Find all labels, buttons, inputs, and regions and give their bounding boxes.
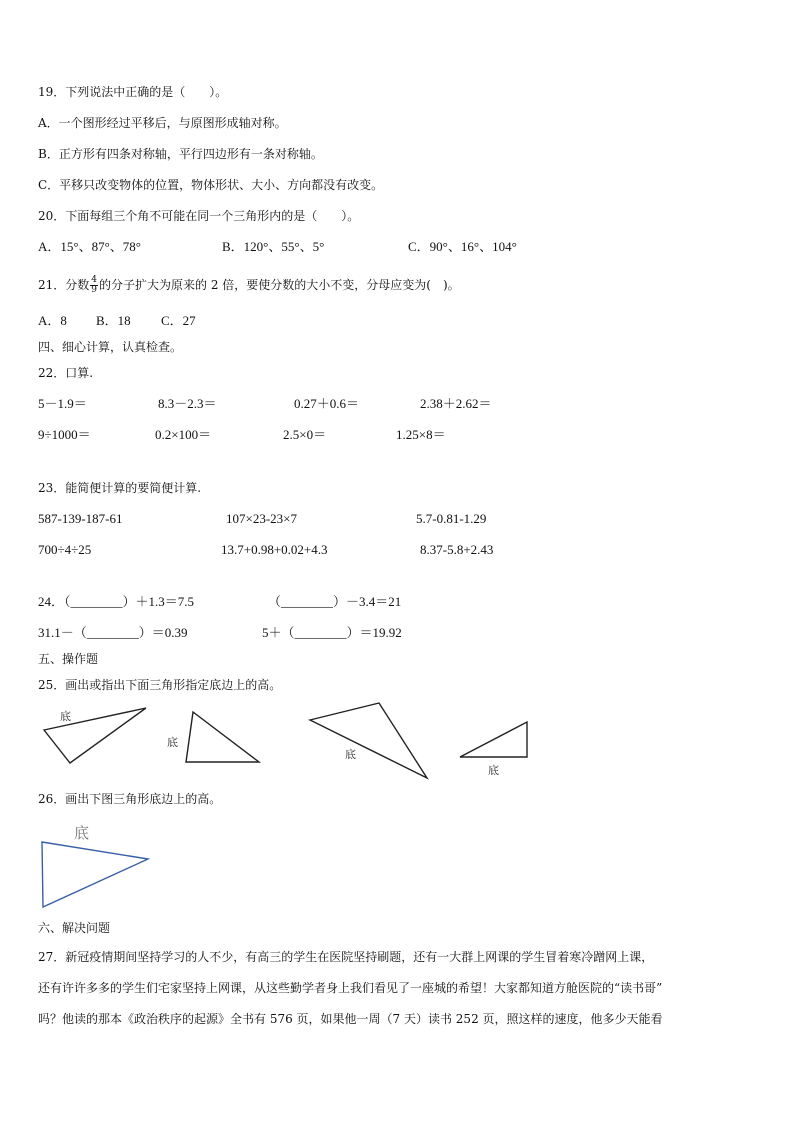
q21-option-c: C．27 xyxy=(161,313,196,328)
q20-option-b: B．120°、55°、5° xyxy=(222,239,325,254)
q21-option-a: A．8 xyxy=(38,313,67,328)
q23-stem: 23．能简便计算的要简便计算. xyxy=(38,481,202,495)
base-label-3: 底 xyxy=(345,748,356,761)
section-6-heading: 六、解决问题 xyxy=(38,921,111,935)
q22-stem: 22．口算. xyxy=(38,366,94,380)
section-4-heading: 四、细心计算，认真检查。 xyxy=(38,340,183,354)
q23-item: 107×23-23×7 xyxy=(226,511,297,526)
q27-line: 还有许许多多的学生们宅家坚持上网课，从这些勤学者身上我们看见了一座城的希望！大家都知道方舱医院的“读书哥” xyxy=(38,981,663,995)
q19-option-c: C．平移只改变物体的位置，物体形状、大小、方向都没有改变。 xyxy=(38,178,384,192)
q21-stem-post: 的分子扩大为原来的 2 倍，要使分数的大小不变，分母应变为( )。 xyxy=(99,278,460,292)
q26-stem: 26．画出下图三角形底边上的高。 xyxy=(38,792,222,806)
q22-item: 1.25×8＝ xyxy=(396,427,446,442)
q22-item: 0.27＋0.6＝ xyxy=(294,396,360,411)
q25-triangle-4 xyxy=(460,722,527,757)
q23-item: 13.7+0.98+0.02+4.3 xyxy=(221,542,328,557)
q26-triangle xyxy=(42,842,148,907)
q20-option-c: C．90°、16°、104° xyxy=(408,239,517,254)
q22-item: 2.5×0＝ xyxy=(283,427,327,442)
q23-item: 587-139-187-61 xyxy=(38,511,123,526)
q19-option-b: B．正方形有四条对称轴，平行四边形有一条对称轴。 xyxy=(38,147,323,161)
fraction-denominator: 9 xyxy=(91,285,98,295)
q23-item: 700÷4÷25 xyxy=(38,542,92,557)
base-label-4: 底 xyxy=(488,764,499,777)
q26-base-label: 底 xyxy=(74,824,90,842)
q24-item-b: （________）－3.4＝21 xyxy=(268,594,402,609)
q22-item: 0.2×100＝ xyxy=(155,427,212,442)
q19-option-a: A．一个图形经过平移后，与原图形成轴对称。 xyxy=(38,116,287,130)
q22-item: 2.38＋2.62＝ xyxy=(420,396,492,411)
q19-stem: 19．下列说法中正确的是（ ）。 xyxy=(38,85,228,99)
base-label-1: 底 xyxy=(60,710,71,723)
section-5-heading: 五、操作题 xyxy=(38,652,99,666)
q25-triangle-3 xyxy=(310,703,427,778)
q20-option-a: A．15°、87°、78° xyxy=(38,239,141,254)
q25-stem: 25．画出或指出下面三角形指定底边上的高。 xyxy=(38,678,282,692)
q22-item: 5－1.9＝ xyxy=(38,396,87,411)
q20-stem: 20．下面每组三个角不可能在同一个三角形内的是（ ）。 xyxy=(38,209,360,223)
q27-line: 吗？他读的那本《政治秩序的起源》全书有 576 页，如果他一周（7 天）读书 252 页，照这样的速度，他多少天能看 xyxy=(38,1012,663,1026)
q24-item-a: 24．（________）＋1.3＝7.5 xyxy=(38,594,195,609)
q25-triangle-2 xyxy=(186,712,259,762)
q23-item: 8.37-5.8+2.43 xyxy=(420,542,494,557)
q22-item: 9÷1000＝ xyxy=(38,427,91,442)
q22-item: 8.3－2.3＝ xyxy=(158,396,217,411)
q27-line: 27．新冠疫情期间坚持学习的人不少，有高三的学生在医院坚持刷题，还有一大群上网课的学生冒着寒冷蹭网上课， xyxy=(38,950,654,964)
q21-option-b: B．18 xyxy=(96,313,131,328)
q21-stem-pre: 21．分数 xyxy=(38,278,90,292)
q24-item-d: 5＋（________）＝19.92 xyxy=(262,625,402,640)
base-label-2: 底 xyxy=(167,736,178,749)
q24-item-c: 31.1－（________）＝0.39 xyxy=(38,625,188,640)
fraction-numerator: 4 xyxy=(91,275,98,285)
q23-item: 5.7-0.81-1.29 xyxy=(416,511,487,526)
